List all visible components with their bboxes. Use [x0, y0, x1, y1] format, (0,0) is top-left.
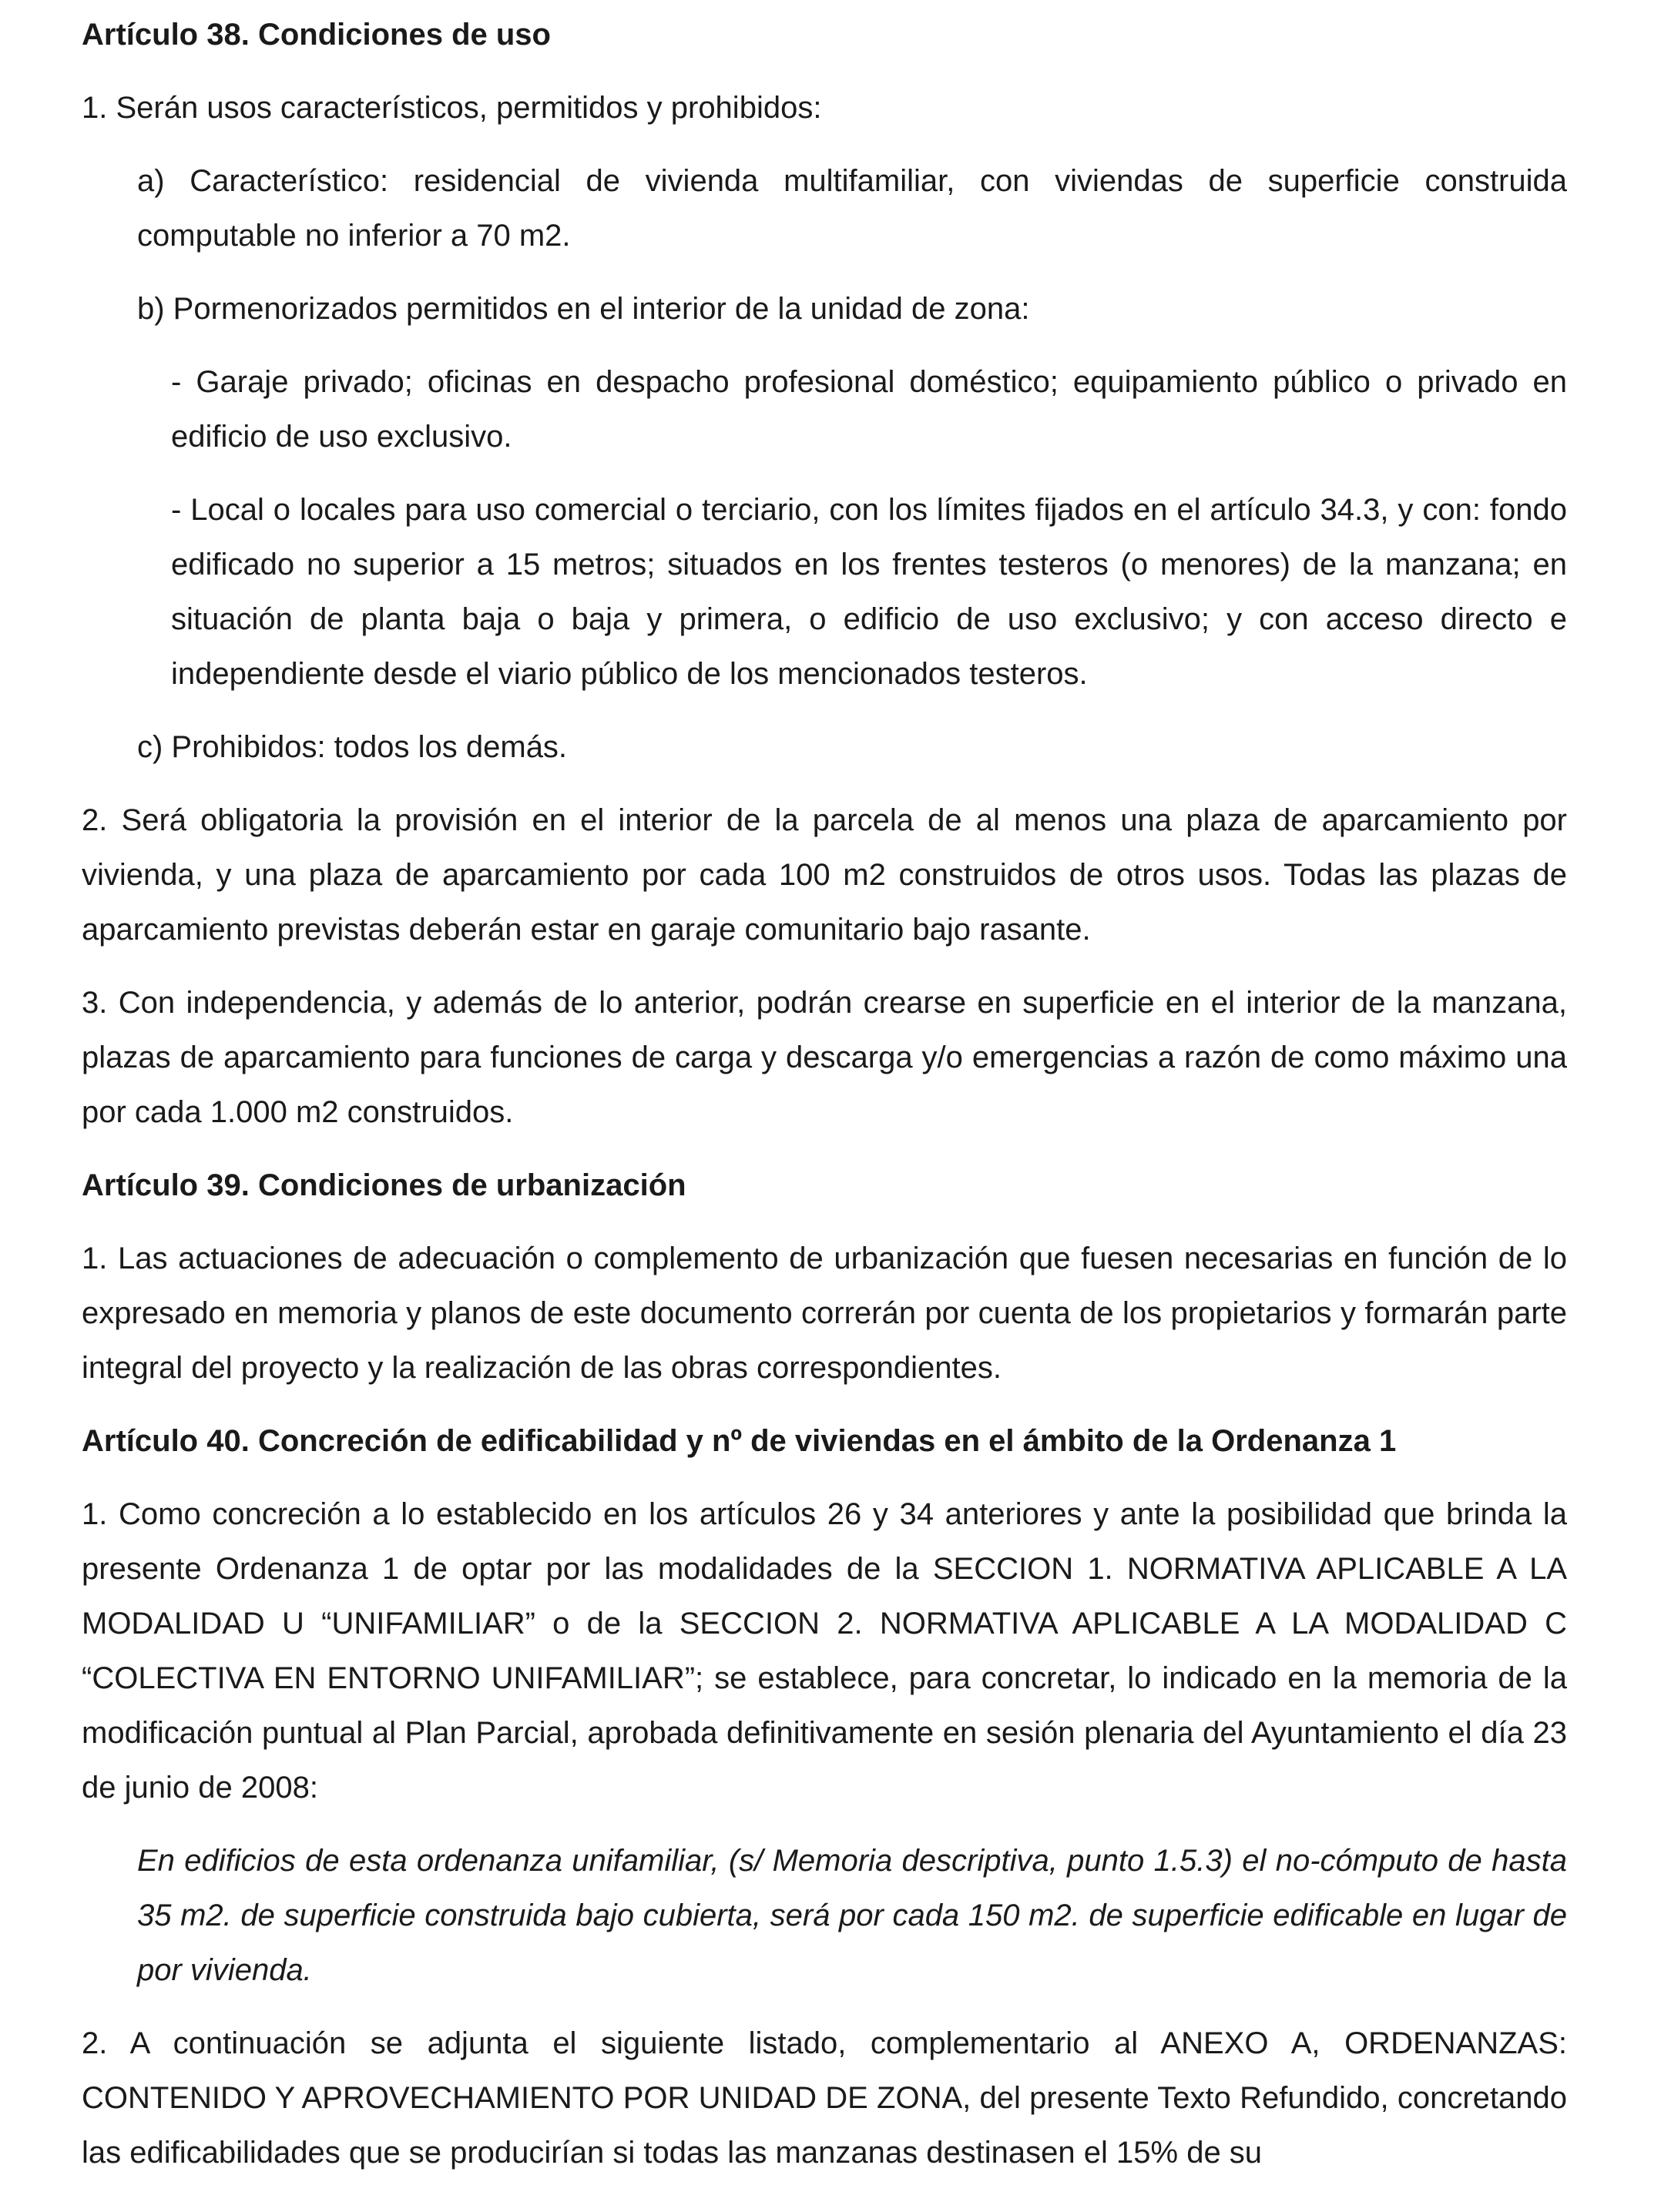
article-38-paragraph-2: 2. Será obligatoria la provisión en el interior de la parcela de al menos una plaza de aparcamiento por vivienda, y una plaza de aparcamiento por cada 100 m2 construidos de otros usos. Todas las plazas de aparcamiento previstas deberán estar en garaje comunitario bajo rasante. — [82, 803, 1567, 947]
article-38-heading: Artículo 38. Condiciones de uso — [82, 18, 551, 52]
article-40-paragraph-1: 1. Como concreción a lo establecido en los artículos 26 y 34 anteriores y ante la posibilidad que brinda la presente Ordenanza 1 de optar por las modalidades de la SECCION 1. NORMATIVA APLICABLE A LA MODALIDAD U “UNIFAMILIAR” o de la SECCION 2. NORMATIVA APLICABLE A LA MODALIDAD C “COLECTIVA EN ENTORNO UNIFAMILIAR”; se establece, para concretar, lo indicado en la memoria de la modificación puntual al Plan Parcial, aprobada definitivamente en sesión plenaria del Ayuntamiento el día 23 de junio de 2008: — [82, 1497, 1567, 1805]
article-38-item-a: a) Característico: residencial de vivienda multifamiliar, con viviendas de superficie construida computable no inferior a 70 m2. — [137, 164, 1567, 253]
article-40-heading: Artículo 40. Concreción de edificabilidad y nº de viviendas en el ámbito de la Ordenanza 1 — [82, 1424, 1397, 1458]
article-39-heading: Artículo 39. Condiciones de urbanización — [82, 1168, 686, 1202]
article-39-paragraph-1: 1. Las actuaciones de adecuación o complemento de urbanización que fuesen necesarias en función de lo expresado en memoria y planos de este documento correrán por cuenta de los propietarios y formarán parte integral del proyecto y la realización de las obras correspondientes. — [82, 1242, 1567, 1385]
article-38-paragraph-1: 1. Serán usos característicos, permitidos y prohibidos: — [82, 91, 822, 125]
article-40-quote: En edificios de esta ordenanza unifamiliar, (s/ Memoria descriptiva, punto 1.5.3) el no-cómputo de hasta 35 m2. de superficie construida bajo cubierta, será por cada 150 m2. de superficie edificable en lugar de por vivienda. — [137, 1844, 1567, 1987]
article-38-item-b-bullet-2: - Local o locales para uso comercial o terciario, con los límites fijados en el artículo 34.3, y con: fondo edificado no superior a 15 metros; situados en los frentes testeros (o menores) de la manzana; en situación de planta baja o baja y primera, o edificio de uso exclusivo; y con acceso directo e independiente desde el viario público de los mencionados testeros. — [171, 493, 1567, 691]
article-38-item-b-bullet-1: - Garaje privado; oficinas en despacho profesional doméstico; equipamiento público o privado en edificio de uso exclusivo. — [171, 365, 1567, 454]
article-40-paragraph-2: 2. A continuación se adjunta el siguiente listado, complementario al ANEXO A, ORDENANZAS: CONTENIDO Y APROVECHAMIENTO POR UNIDAD DE ZONA, del presente Texto Refundido, concretando las edificabilidades que se producirían si todas las manzanas destinasen el 15% de su — [82, 2026, 1567, 2170]
article-38-item-c: c) Prohibidos: todos los demás. — [137, 730, 568, 764]
document-page — [82, 8, 1567, 2199]
article-38-item-b: b) Pormenorizados permitidos en el interior de la unidad de zona: — [137, 292, 1030, 326]
article-38-paragraph-3: 3. Con independencia, y además de lo anterior, podrán crearse en superficie en el interior de la manzana, plazas de aparcamiento para funciones de carga y descarga y/o emergencias a razón de como máximo una por cada 1.000 m2 construidos. — [82, 986, 1567, 1129]
